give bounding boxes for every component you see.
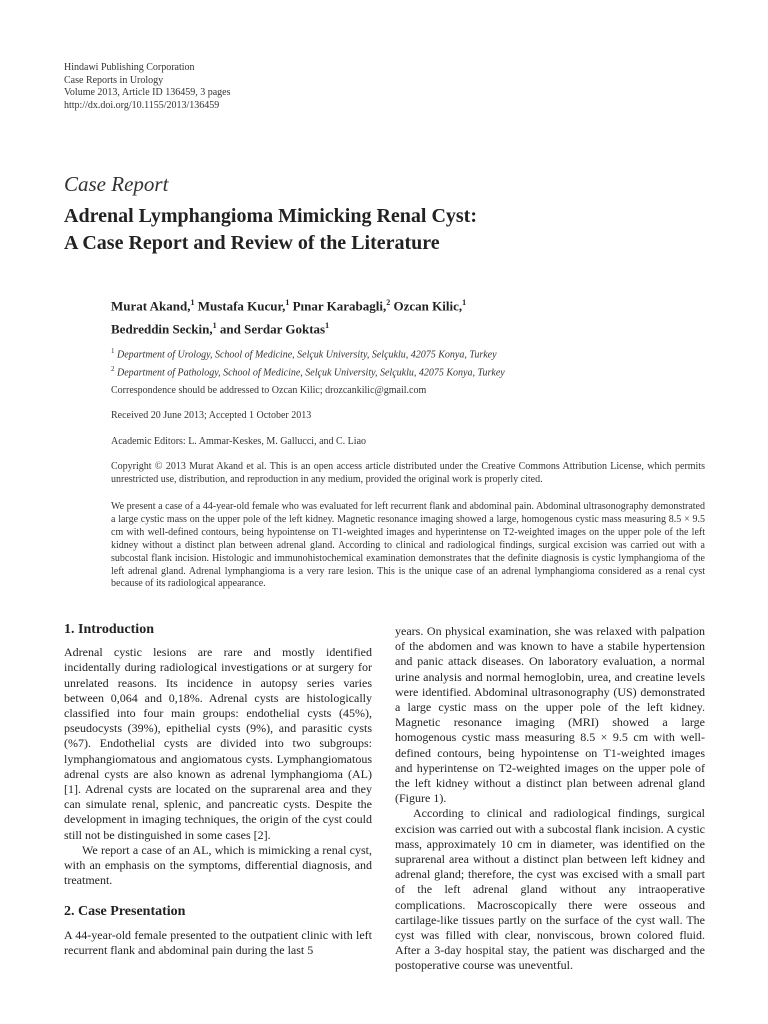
author-line-2 [111, 316, 466, 339]
section-heading-introduction: 1. Introduction [64, 622, 154, 637]
author-name: Mustafa Kucur, [194, 298, 286, 314]
journal-metadata [64, 62, 230, 112]
volume-info: Volume 2013, Article ID 136459, 3 pages [64, 87, 231, 98]
case-paragraph-2: According to clinical and radiological findings, surgical excision was carried out with a subcostal flank incision. A cystic mass, approximately 10 cm in diameter, was identified on the suprarenal area without a distinct plan between left kidney and adrenal gland; therefore, the cyst was excised with a small part of the left adrenal gland without any intraoperative complications. Macroscopically there were osseous and cartilage-like tissues partly on the surface of the cyst wall. The cyst was filled with clear, nonviscous, brown colored fluid. After a 3-day hospital stay, the patient was discharged and the postoperative course was uneventful. [395, 806, 705, 973]
case-paragraph-1-continued: years. On physical examination, she was relaxed with palpation of the abdomen and was known to have a stabile hypertension and panic attack diseases. On laboratory evaluation, a normal urine analysis and normal hemoglobin, urea, and creatine levels were identified. Abdominal ultrasonography (US) demonstrated a large cystic mass on the upper pole of the left kidney. Magnetic resonance imaging (MRI) showed a large homogenous cystic mass measuring 8.5 × 9.5 cm with well-defined contours, being hypointense on T1-weighted images and hyperintense on T2-weighted images on the upper pole of the left kidney without a distinct plan between adrenal gland (Figure 1). [395, 624, 705, 806]
case-paragraph-1: A 44-year-old female presented to the outpatient clinic with left recurrent flank and abdominal pain during the last 5 [64, 927, 372, 957]
article-type: Case Report [64, 172, 169, 196]
publisher: Hindawi Publishing Corporation [64, 62, 195, 73]
author-name: Bedreddin Seckin, [111, 321, 213, 337]
intro-paragraph-1: Adrenal cystic lesions are rare and mostly identified incidentally during radiological investigations or at surgery for unrelated reasons. Its incidence in autopsy series varies between 0,064 and 0,18%. Adrenal cysts are histologically classified into four main groups: endothelial cysts (45%), pseudocysts (39%), epithelial cysts (9%), and parasitic cysts (%7). Endothelial cysts are divided into two subgroups: lymphangiomatous and angiomatous cysts. Lymphangiomatous adrenal cysts are also known as adrenal lymphangioma (AL) [1]. Adrenal cysts are located on the suprarenal area and they can simulate renal, splenic, and pancreatic cysts. Despite the development in imaging techniques, the origin of the cyst could still not be distinguished in some cases [2]. [64, 645, 372, 842]
left-column [64, 622, 372, 958]
affiliation-1: $^1$ Department of Urology, School of Medicine, Selçuk University, Selçuklu, 42075 Konya, Turkey [111, 347, 497, 361]
affiliation-marker: 1 [325, 321, 330, 331]
author-name: Pınar Karabagli, [289, 298, 387, 314]
author-line-1 [111, 293, 466, 316]
correspondence: Correspondence should be addressed to Ozcan Kilic; drozcankilic@gmail.com [111, 385, 427, 396]
author-name: Murat Akand, [111, 298, 191, 314]
affiliation-marker: 1 [212, 321, 217, 331]
abstract: We present a case of a 44-year-old female who was evaluated for left recurrent flank and abdominal pain. Abdominal ultrasonography demonstrated a large cystic mass on the upper pole of the left kidney. Magnetic resonance imaging showed a large, homogenous cystic mass measuring 8.5 × 9.5 cm with well-defined contours, being hypointense on T1-weighted images and hyperintense on T2-weighted images on the upper pole of the left kidney without a distinct plan between adrenal gland. According to clinical and radiological findings, surgical excision was carried out with a subcostal flank incision. Histologic and immunohistochemical examination demonstrates that the definite diagnosis is cystic lymphangioma of the left adrenal gland. Adrenal lymphangioma is a very rare lesion. This is the unique case of an adrenal lymphangioma considered as a renal cyst because of its radiological appearance. [111, 501, 705, 590]
author-name: and Serdar Goktas [216, 321, 326, 337]
affiliation-2: $^2$ Department of Pathology, School of Medicine, Selçuk University, Selçuklu, 42075 Konya, Turkey [111, 365, 505, 379]
intro-paragraph-2: We report a case of an AL, which is mimicking a renal cyst, with an emphasis on the symptoms, differential diagnosis, and treatment. [64, 842, 372, 888]
title-line-2: A Case Report and Review of the Literature [64, 232, 440, 254]
author-list [111, 293, 466, 340]
title-line-1: Adrenal Lymphangioma Mimicking Renal Cyst: [64, 205, 477, 227]
affiliation-marker: 2 [386, 298, 391, 307]
received-dates: Received 20 June 2013; Accepted 1 October 2013 [111, 410, 312, 421]
right-column [395, 624, 705, 974]
journal-name: Case Reports in Urology [64, 74, 164, 86]
doi-link[interactable]: http://dx.doi.org/10.1155/2013/136459 [64, 99, 220, 111]
section-heading-case-presentation: 2. Case Presentation [64, 904, 186, 920]
academic-editors: Academic Editors: L. Ammar-Keskes, M. Gallucci, and C. Liao [111, 436, 367, 447]
copyright-notice: Copyright © 2013 Murat Akand et al. This is an open access article distributed under the Creative Commons Attribution License, which permits unrestricted use, distribution, and reproduction in any medium, provided the original work is properly cited. [111, 461, 705, 485]
affiliation-marker: 1 [285, 298, 290, 307]
affiliation-marker: 1 [190, 298, 195, 307]
affiliations [111, 344, 505, 381]
author-name: Ozcan Kilic, [390, 298, 463, 314]
affiliation-marker: 1 [462, 298, 467, 307]
article-title [64, 203, 477, 257]
